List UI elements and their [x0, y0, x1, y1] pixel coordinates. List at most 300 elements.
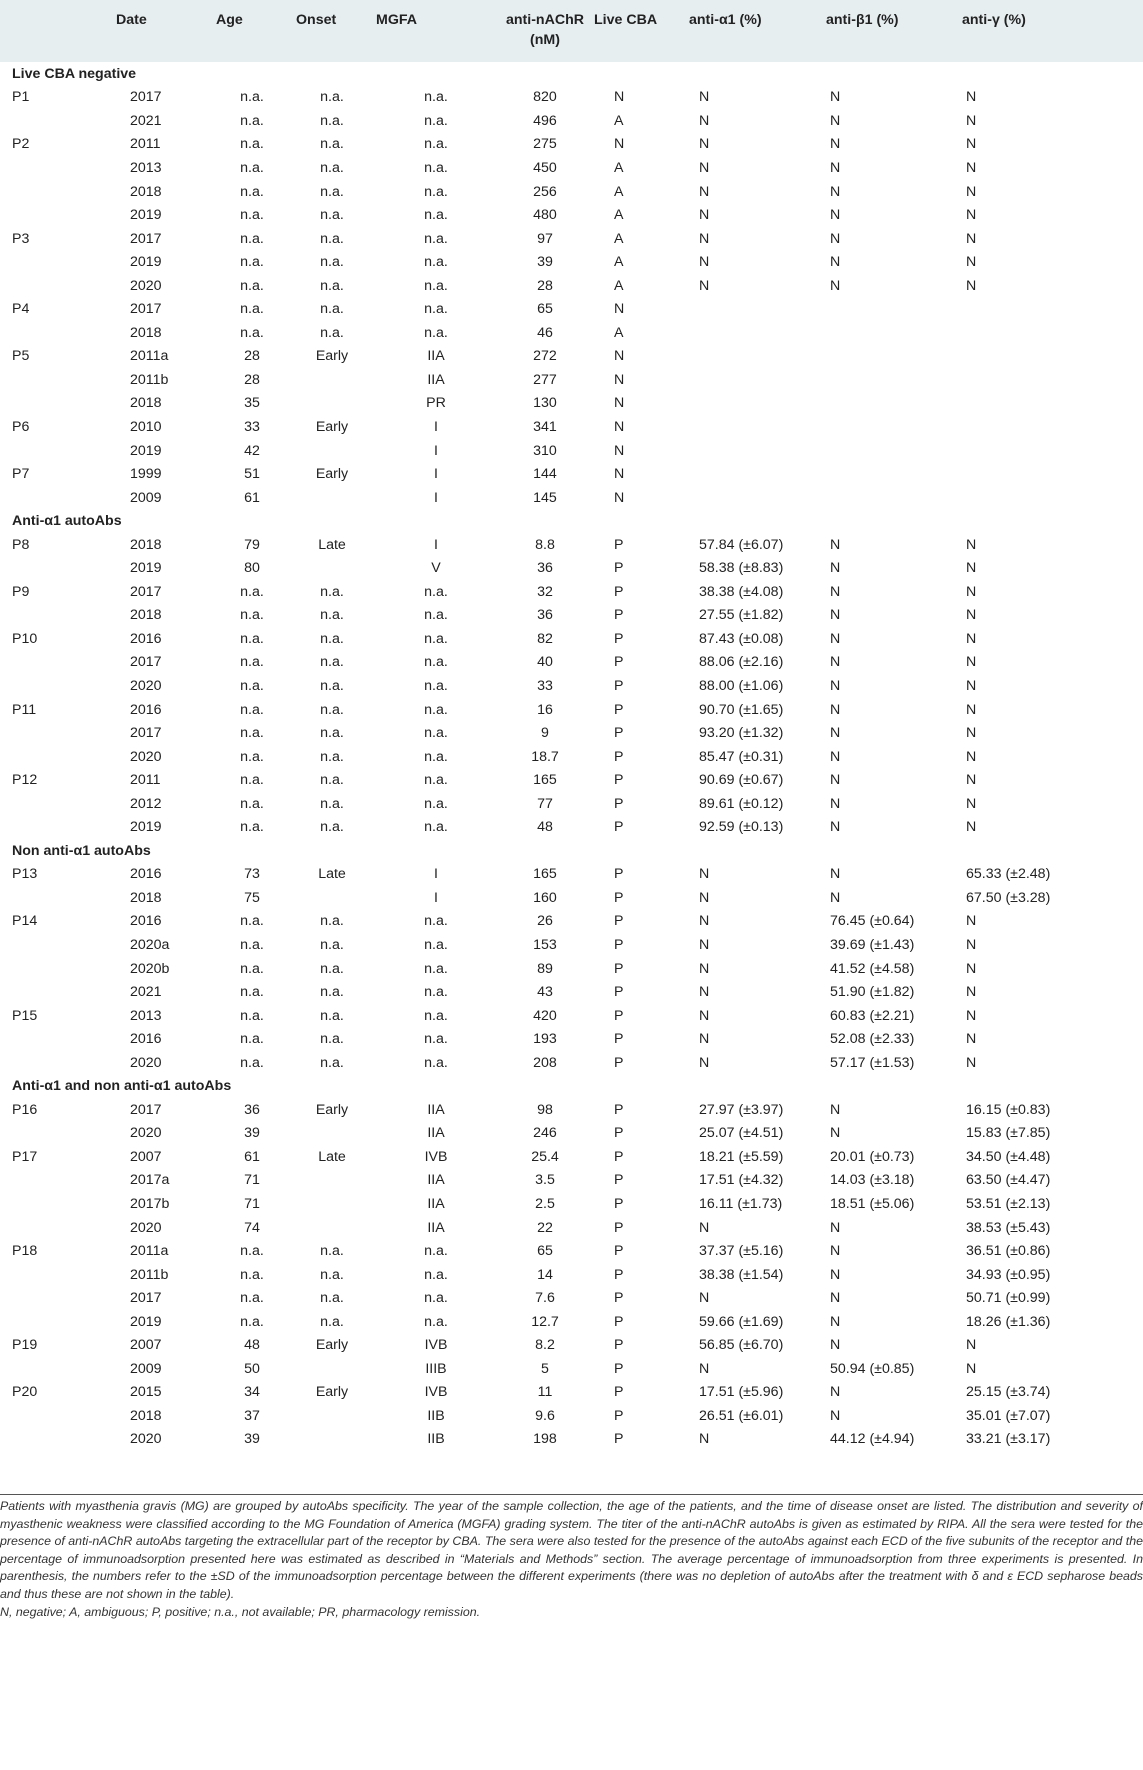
anti-nachr-cell: 65: [537, 1243, 553, 1260]
age-cell: n.a.: [240, 701, 264, 718]
row-pad: [0, 1334, 12, 1358]
patient-id-cell: [12, 321, 112, 345]
live-cba-cell: P: [614, 1219, 624, 1236]
row-pad: [0, 1145, 12, 1169]
table-row: [0, 133, 1143, 157]
header-cell-live-cba: Live CBA: [594, 12, 658, 28]
anti-alpha1-cell: N: [699, 112, 710, 129]
anti-beta1-cell: N: [830, 136, 841, 153]
onset-cell: n.a.: [320, 654, 344, 671]
mgfa-cell: n.a.: [424, 1054, 448, 1071]
date-cell: 2011b: [130, 1266, 169, 1283]
live-cba-cell: P: [614, 795, 624, 812]
date-cell: 2017: [130, 301, 162, 318]
row-pad: [0, 533, 12, 557]
mgfa-cell: I: [434, 466, 438, 483]
anti-nachr-cell: 18.7: [531, 748, 559, 765]
onset-cell: n.a.: [320, 725, 344, 742]
row-pad: [0, 1310, 12, 1334]
mgfa-cell: IIA: [427, 1125, 445, 1142]
anti-gamma-cell: [958, 486, 1143, 510]
anti-beta1-cell: [822, 345, 958, 369]
row-pad: [0, 698, 12, 722]
anti-gamma-cell: 34.50 (±4.48): [966, 1148, 1051, 1165]
anti-beta1-cell: 41.52 (±4.58): [830, 960, 915, 977]
date-cell: 2020: [130, 277, 162, 294]
table-row: [0, 1004, 1143, 1028]
anti-alpha1-cell: N: [699, 937, 710, 953]
anti-gamma-cell: N: [966, 984, 977, 1001]
row-pad: [0, 1404, 12, 1428]
anti-nachr-cell: 22: [537, 1219, 553, 1236]
anti-nachr-cell: 420: [533, 1007, 557, 1024]
live-cba-cell: A: [614, 183, 624, 200]
anti-beta1-cell: N: [830, 1384, 841, 1401]
header-row: [0, 0, 1143, 62]
onset-cell: [292, 1404, 372, 1428]
date-cell: 2011a: [130, 1243, 169, 1260]
onset-cell: Early: [315, 418, 349, 435]
onset-cell: [292, 1428, 372, 1452]
patient-id-cell: P9: [12, 583, 30, 600]
patient-id-cell: [12, 1263, 112, 1287]
anti-alpha1-cell: N: [699, 889, 710, 906]
anti-beta1-cell: N: [830, 772, 841, 789]
live-cba-cell: P: [614, 1337, 624, 1354]
live-cba-cell: P: [614, 725, 624, 742]
anti-nachr-cell: 480: [533, 207, 557, 224]
live-cba-cell: P: [614, 1172, 624, 1189]
age-cell: n.a.: [240, 1266, 264, 1283]
anti-beta1-cell: N: [830, 630, 841, 647]
patient-id-cell: [12, 156, 112, 180]
anti-nachr-cell: 33: [537, 677, 553, 694]
anti-gamma-cell: N: [966, 136, 977, 153]
age-cell: n.a.: [240, 136, 264, 153]
live-cba-cell: A: [614, 230, 624, 247]
anti-gamma-cell: N: [966, 677, 977, 694]
table-row: [0, 439, 1143, 463]
age-cell: n.a.: [240, 230, 264, 247]
live-cba-cell: P: [614, 607, 624, 624]
anti-nachr-cell: 14: [537, 1266, 553, 1283]
mgfa-cell: n.a.: [424, 159, 448, 176]
anti-beta1-cell: N: [830, 819, 841, 836]
anti-alpha1-cell: [685, 415, 822, 439]
section-title: Anti-α1 autoAbs: [12, 513, 122, 530]
patient-id-cell: [12, 674, 112, 698]
age-cell: 80: [244, 560, 260, 577]
age-cell: n.a.: [240, 112, 264, 129]
anti-gamma-cell: N: [966, 819, 977, 836]
mgfa-cell: IIA: [427, 371, 445, 388]
mgfa-cell: n.a.: [424, 583, 448, 600]
patient-id-cell: P10: [12, 630, 38, 647]
table-row: [0, 768, 1143, 792]
anti-beta1-cell: N: [830, 1337, 841, 1354]
anti-nachr-cell: 246: [533, 1125, 557, 1142]
date-cell: 2020: [130, 677, 162, 694]
onset-cell: Late: [318, 1148, 346, 1165]
patient-id-cell: [12, 980, 112, 1004]
mgfa-cell: n.a.: [424, 748, 448, 765]
date-cell: 2020a: [130, 937, 170, 953]
live-cba-cell: P: [614, 1101, 624, 1118]
row-pad: [0, 933, 12, 957]
patient-id-cell: [12, 1192, 112, 1216]
anti-gamma-cell: [958, 368, 1143, 392]
table-row: [0, 863, 1143, 887]
mgfa-cell: n.a.: [424, 324, 448, 341]
anti-alpha1-cell: N: [699, 136, 710, 153]
anti-gamma-cell: N: [966, 1337, 977, 1354]
live-cba-cell: P: [614, 889, 624, 906]
live-cba-cell: P: [614, 819, 624, 836]
live-cba-cell: A: [614, 112, 624, 129]
date-cell: 2020: [130, 1431, 162, 1448]
anti-gamma-cell: [958, 345, 1143, 369]
onset-cell: n.a.: [320, 324, 344, 341]
table-row: [0, 1263, 1143, 1287]
age-cell: 61: [244, 489, 260, 506]
anti-nachr-cell: 26: [537, 913, 553, 930]
anti-nachr-cell: 97: [537, 230, 553, 247]
anti-gamma-cell: 50.71 (±0.99): [966, 1290, 1051, 1307]
date-cell: 2013: [130, 159, 162, 176]
anti-nachr-cell: 9: [541, 725, 549, 742]
anti-nachr-cell: 82: [537, 630, 553, 647]
row-pad: [0, 1122, 12, 1146]
live-cba-cell: P: [614, 937, 624, 953]
row-pad: [0, 886, 12, 910]
date-cell: 2018: [130, 1407, 162, 1424]
patient-id-cell: [12, 392, 112, 416]
mgfa-cell: n.a.: [424, 984, 448, 1001]
mgfa-cell: n.a.: [424, 1007, 448, 1024]
onset-cell: Early: [315, 1101, 349, 1118]
age-cell: n.a.: [240, 913, 264, 930]
patient-id-cell: [12, 1216, 112, 1240]
anti-nachr-cell: 36: [537, 560, 553, 577]
onset-cell: Early: [315, 348, 349, 365]
anti-alpha1-cell: 17.51 (±5.96): [699, 1384, 784, 1401]
age-cell: 71: [244, 1172, 260, 1189]
patient-id-cell: P4: [12, 301, 30, 318]
anti-gamma-cell: [958, 297, 1143, 321]
anti-nachr-cell: 160: [533, 889, 557, 906]
live-cba-cell: A: [614, 324, 624, 341]
age-cell: 28: [244, 348, 260, 365]
patient-id-cell: P20: [12, 1384, 38, 1401]
live-cba-cell: A: [614, 159, 624, 176]
anti-beta1-cell: 60.83 (±2.21): [830, 1007, 915, 1024]
date-cell: 2021: [130, 112, 162, 129]
onset-cell: n.a.: [320, 136, 344, 153]
onset-cell: n.a.: [320, 207, 344, 224]
age-cell: 35: [244, 395, 260, 412]
anti-beta1-cell: N: [830, 1125, 841, 1142]
header-cell-age: Age: [216, 12, 243, 28]
anti-nachr-cell: 43: [537, 984, 553, 1001]
anti-gamma-cell: 34.93 (±0.95): [966, 1266, 1051, 1283]
anti-beta1-cell: N: [830, 159, 841, 176]
onset-cell: n.a.: [320, 277, 344, 294]
patient-id-cell: [12, 816, 112, 840]
onset-cell: n.a.: [320, 583, 344, 600]
mgfa-cell: n.a.: [424, 772, 448, 789]
live-cba-cell: N: [614, 418, 625, 435]
patient-id-cell: [12, 1051, 112, 1075]
anti-nachr-cell: 65: [537, 301, 553, 318]
anti-alpha1-cell: [685, 486, 822, 510]
table-row: [0, 1357, 1143, 1381]
onset-cell: n.a.: [320, 677, 344, 694]
anti-beta1-cell: N: [830, 748, 841, 765]
row-pad: [0, 86, 12, 110]
age-cell: n.a.: [240, 677, 264, 694]
anti-beta1-cell: N: [830, 866, 841, 883]
date-cell: 2018: [130, 607, 162, 624]
age-cell: 48: [244, 1337, 260, 1354]
row-pad: [0, 1239, 12, 1263]
anti-nachr-cell: 310: [533, 442, 557, 459]
anti-alpha1-cell: 88.06 (±2.16): [699, 654, 784, 671]
anti-alpha1-cell: 18.21 (±5.59): [699, 1148, 784, 1165]
anti-nachr-cell: 8.8: [535, 536, 555, 553]
anti-alpha1-cell: 85.47 (±0.31): [699, 748, 784, 765]
table-row: [0, 462, 1143, 486]
row-pad: [0, 392, 12, 416]
table-row: [0, 486, 1143, 510]
mgfa-cell: IVB: [424, 1384, 448, 1401]
anti-alpha1-cell: 27.97 (±3.97): [699, 1101, 784, 1118]
patient-id-cell: P5: [12, 348, 30, 365]
date-cell: 2018: [130, 183, 162, 200]
anti-beta1-cell: 51.90 (±1.82): [830, 984, 915, 1001]
live-cba-cell: P: [614, 1125, 624, 1142]
date-cell: 2020: [130, 1054, 162, 1071]
header-cell-anti-alpha1: anti-α1 (%): [689, 12, 762, 28]
onset-cell: Early: [315, 466, 349, 483]
live-cba-cell: P: [614, 583, 624, 600]
live-cba-cell: P: [614, 1266, 624, 1283]
anti-nachr-cell: 9.6: [535, 1407, 555, 1424]
section-pad: [0, 1075, 12, 1099]
anti-gamma-cell: N: [966, 560, 977, 577]
footnote-text: Patients with myasthenia gravis (MG) are grouped by autoAbs specificity. The year of the sample collection, the age of the patients, and the time of disease onset are listed. The distribution and severity of myasthenic weakness were classified according to the MG Foundation of America (MGFA) grading system. The titer of the anti-nAChR autoAbs is given as estimated by RIPA. All the sera were tested for the presence of anti-nAChR autoAbs targeting the extracellular part of the receptor by CBA. The sera were also tested for the presence of the autoAbs against each ECD of the five subunits of the receptor and the percentage of immunoadsorption presented here was estimated as described in “Materials and Methods” section. The average percentage of immunoadsorption from three experiments is presented. In parenthesis, the numbers refer to the ±SD of the immunoadsorption percentage between the different experiments (there was no depletion of autoAbs after the treatment with δ and ε ECD sepharose beads and thus these are not shown in the table).: [0, 1499, 1143, 1601]
row-pad: [0, 580, 12, 604]
live-cba-cell: P: [614, 654, 624, 671]
anti-gamma-cell: N: [966, 1007, 977, 1024]
onset-cell: [292, 368, 372, 392]
anti-alpha1-cell: N: [699, 1431, 710, 1448]
mgfa-cell: IIB: [427, 1431, 445, 1448]
age-cell: 71: [244, 1196, 260, 1213]
abbreviations-text: N, negative; A, ambiguous; P, positive; n.a., not available; PR, pharmacology remission.: [0, 1604, 481, 1619]
anti-gamma-cell: 36.51 (±0.86): [966, 1243, 1051, 1260]
onset-cell: n.a.: [320, 913, 344, 930]
live-cba-cell: P: [614, 1360, 624, 1377]
patient-id-cell: [12, 250, 112, 274]
section-header-row: [0, 839, 1143, 863]
section-title: Non anti-α1 autoAbs: [12, 842, 151, 859]
live-cba-cell: N: [614, 489, 625, 506]
patient-id-cell: [12, 886, 112, 910]
row-pad: [0, 957, 12, 981]
table-row: [0, 1334, 1143, 1358]
anti-nachr-cell: 130: [533, 395, 557, 412]
live-cba-cell: P: [614, 1243, 624, 1260]
date-cell: 2017: [130, 1290, 162, 1307]
onset-cell: n.a.: [320, 772, 344, 789]
onset-cell: n.a.: [320, 701, 344, 718]
header-cell-mgfa: MGFA: [376, 12, 417, 28]
age-cell: n.a.: [240, 183, 264, 200]
anti-nachr-cell: 153: [533, 937, 557, 953]
table-row: [0, 910, 1143, 934]
anti-alpha1-cell: 93.20 (±1.32): [699, 725, 784, 742]
date-cell: 2011b: [130, 371, 169, 388]
patient-id-cell: [12, 745, 112, 769]
anti-gamma-cell: 35.01 (±7.07): [966, 1407, 1051, 1424]
live-cba-cell: P: [614, 1148, 624, 1165]
onset-cell: [292, 1216, 372, 1240]
date-cell: 2015: [130, 1384, 162, 1401]
anti-nachr-cell: 98: [537, 1101, 553, 1118]
anti-gamma-cell: 33.21 (±3.17): [966, 1431, 1051, 1448]
age-cell: n.a.: [240, 1031, 264, 1048]
row-pad: [0, 1027, 12, 1051]
mgfa-cell: I: [434, 418, 438, 435]
anti-beta1-cell: 52.08 (±2.33): [830, 1031, 915, 1048]
age-cell: 61: [244, 1148, 260, 1165]
patient-id-cell: [12, 1122, 112, 1146]
anti-alpha1-cell: 26.51 (±6.01): [699, 1407, 784, 1424]
date-cell: 2017: [130, 725, 162, 742]
onset-cell: n.a.: [320, 630, 344, 647]
patient-id-cell: [12, 933, 112, 957]
live-cba-cell: P: [614, 536, 624, 553]
row-pad: [0, 604, 12, 628]
onset-cell: [292, 1192, 372, 1216]
onset-cell: [292, 1169, 372, 1193]
onset-cell: n.a.: [320, 1243, 344, 1260]
date-cell: 2017: [130, 230, 162, 247]
mgfa-cell: n.a.: [424, 207, 448, 224]
header-cell-anti-nachr: anti-nAChR (nM): [505, 12, 585, 48]
anti-beta1-cell: [822, 368, 958, 392]
mgfa-cell: IIIB: [425, 1360, 447, 1377]
anti-nachr-cell: 145: [533, 489, 557, 506]
anti-nachr-cell: 8.2: [535, 1337, 555, 1354]
anti-gamma-cell: N: [966, 1360, 977, 1377]
row-pad: [0, 556, 12, 580]
date-cell: 2016: [130, 866, 162, 883]
anti-beta1-cell: N: [830, 607, 841, 624]
row-pad: [0, 368, 12, 392]
row-pad: [0, 1004, 12, 1028]
anti-beta1-cell: [822, 439, 958, 463]
table-row: [0, 1051, 1143, 1075]
anti-alpha1-cell: 25.07 (±4.51): [699, 1125, 784, 1142]
date-cell: 2019: [130, 254, 162, 271]
onset-cell: n.a.: [320, 1290, 344, 1307]
anti-nachr-cell: 820: [533, 89, 557, 106]
anti-alpha1-cell: N: [699, 1031, 710, 1048]
date-cell: 2020: [130, 1125, 162, 1142]
anti-nachr-cell: 198: [533, 1431, 557, 1448]
row-pad: [0, 627, 12, 651]
table-row: [0, 933, 1143, 957]
table-row: [0, 1239, 1143, 1263]
table-row: [0, 368, 1143, 392]
section-pad: [0, 509, 12, 533]
anti-alpha1-cell: N: [699, 254, 710, 271]
patient-id-cell: [12, 486, 112, 510]
age-cell: 37: [244, 1407, 260, 1424]
date-cell: 2007: [130, 1148, 162, 1165]
anti-alpha1-cell: 16.11 (±1.73): [699, 1196, 783, 1213]
mgfa-cell: IIB: [427, 1407, 445, 1424]
patient-id-cell: [12, 1404, 112, 1428]
mgfa-cell: n.a.: [424, 795, 448, 812]
mgfa-cell: V: [431, 560, 441, 577]
anti-alpha1-cell: [685, 462, 822, 486]
table-row: [0, 109, 1143, 133]
age-cell: 73: [244, 866, 260, 883]
live-cba-cell: A: [614, 277, 624, 294]
date-cell: 2009: [130, 1360, 162, 1377]
mgfa-cell: n.a.: [424, 913, 448, 930]
date-cell: 2019: [130, 1313, 162, 1330]
anti-beta1-cell: [822, 297, 958, 321]
anti-alpha1-cell: [685, 368, 822, 392]
anti-beta1-cell: 18.51 (±5.06): [830, 1196, 915, 1213]
row-pad: [0, 863, 12, 887]
patient-id-cell: [12, 957, 112, 981]
anti-beta1-cell: 76.45 (±0.64): [830, 913, 915, 930]
date-cell: 2019: [130, 442, 162, 459]
table-row: [0, 1428, 1143, 1452]
age-cell: 39: [244, 1431, 260, 1448]
anti-alpha1-cell: N: [699, 1360, 710, 1377]
anti-beta1-cell: N: [830, 654, 841, 671]
anti-nachr-cell: 144: [533, 466, 557, 483]
anti-beta1-cell: N: [830, 701, 841, 718]
patient-id-cell: P18: [12, 1243, 38, 1260]
row-pad: [0, 133, 12, 157]
anti-alpha1-cell: 58.38 (±8.83): [699, 560, 784, 577]
age-cell: 74: [244, 1219, 260, 1236]
age-cell: 75: [244, 889, 260, 906]
live-cba-cell: N: [614, 301, 625, 318]
table-row: [0, 1027, 1143, 1051]
live-cba-cell: A: [614, 207, 624, 224]
anti-nachr-cell: 341: [533, 418, 557, 435]
anti-gamma-cell: 67.50 (±3.28): [966, 889, 1051, 906]
date-cell: 2016: [130, 701, 162, 718]
table-row: [0, 556, 1143, 580]
table-row: [0, 1169, 1143, 1193]
row-pad: [0, 651, 12, 675]
onset-cell: n.a.: [320, 960, 344, 977]
onset-cell: n.a.: [320, 230, 344, 247]
row-pad: [0, 321, 12, 345]
age-cell: n.a.: [240, 301, 264, 318]
mgfa-cell: n.a.: [424, 230, 448, 247]
anti-gamma-cell: N: [966, 630, 977, 647]
anti-beta1-cell: N: [830, 230, 841, 247]
